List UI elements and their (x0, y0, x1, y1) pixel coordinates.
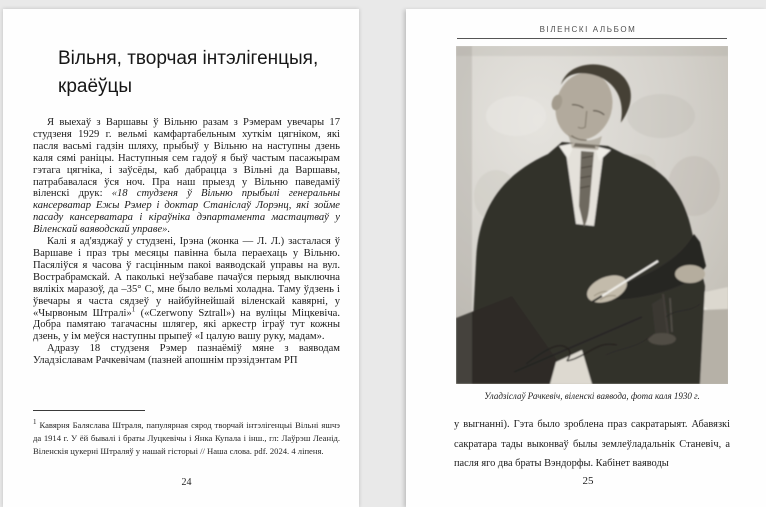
left-page-body (33, 117, 340, 367)
paragraph-1 (33, 117, 340, 236)
page-number-right: 25 (582, 475, 594, 487)
right-page-body: у выгнанні). Гэта было зроблена праз сакратарыят. Абавязкі сакратара тады выконваў былы землеўладальнік Станевіч, а пасля яго два браты Вэндорфы. Кабінет ваяводы (454, 419, 730, 470)
photo-caption: Уладзіслаў Рачкевіч, віленскі ваявода, фота каля 1930 г. (484, 391, 700, 401)
footnote-reference: 1 (131, 304, 136, 313)
right-page (406, 9, 766, 507)
footnote (33, 419, 340, 458)
paragraph-2 (33, 236, 340, 343)
left-page (3, 9, 359, 507)
page-number-left: 24 (181, 477, 192, 488)
footnote-marker: 1 (33, 418, 37, 427)
paragraph-3: Адразу 18 студзеня Рэмер пазнаёміў мяне з ваяводам Уладзіславам Рачкевічам (пазней апошнім прэзідэнтам РП (33, 343, 340, 367)
paragraph-1-text: Я выехаў з Варшавы ў Вільню разам з Рэмерам увечары 17 студзеня 1929 г. вельмі камфартабельным хуткім цягніком, які пасля васьмі гадзін шляху, прыбыў у Вільню на наступны дзень каля сямі раніцы. Наступныя сем гадоў я быў частым пасажырам гэтага цягніка, і заўсёды, каб дабрацца з Вільні да Варшавы, патрабавалася ўся ноч. Пра наш прыезд у Вільню паведаміў віленскі друк: (33, 117, 340, 200)
portrait-photo-illustration (456, 46, 728, 384)
paragraph-2-text-b: («Czerwony Sztrall») на вуліцы Міцкевіча. Добра памятаю тагачасны шлягер, які аркестр іграў тут кожны дзень, у ім меўся наступны прыпеў «І цалую вашу руку, мадам». (33, 307, 341, 343)
running-header-rule (457, 38, 727, 39)
chapter-title: Вільня, творчая інтэлігенцыя, краёўцы (58, 48, 319, 97)
footnote-rule (33, 410, 145, 411)
running-header: ВІЛЕНСКІ АЛЬБОМ (539, 25, 637, 34)
paragraph-2-text-a: Калі я ад'язджаў у студзені, Ірэна (жонка — Л. Л.) засталася ў Варшаве і праз тры месяцы павінна была пераехаць у Вільню. Пасяліўся я часова ў гасцінным пакоі ваяводскай управы на вул. Вострабрамскай. А паколькі неўзабаве пачаўся перыяд выключна вялікіх маразоў, да –35° С, мне было вельмі холадна. Таму ўдзень і ўвечары я часта сядзеў у найбуйнейшай віленскай кавярні, у «Чырвоным Штралі» (33, 236, 340, 319)
portrait-photo (456, 46, 728, 384)
footnote-text: Кавярня Баляслава Штраля, папулярная сярод творчай інтэлігенцыі Вільні яшчэ да 1914 г. У ёй бывалі і браты Луцкевічы і Янка Купала і інш., гл: Лаўрэш Леанід. Віленскія цукерні Штраляў у нашай гісторыі // Наша слова. pdf. 2024. 4 ліпеня. (33, 420, 340, 456)
paragraph-1-quote: «18 студзеня ў Вільню прыбылі генеральны кансерватар Ежы Рэмер і доктар Станіслаў Лорэнц, які зойме пасаду кансерватара і кіраўніка дэпартамента мастацтваў у Віленскай ваяводскай управе». (33, 188, 340, 236)
